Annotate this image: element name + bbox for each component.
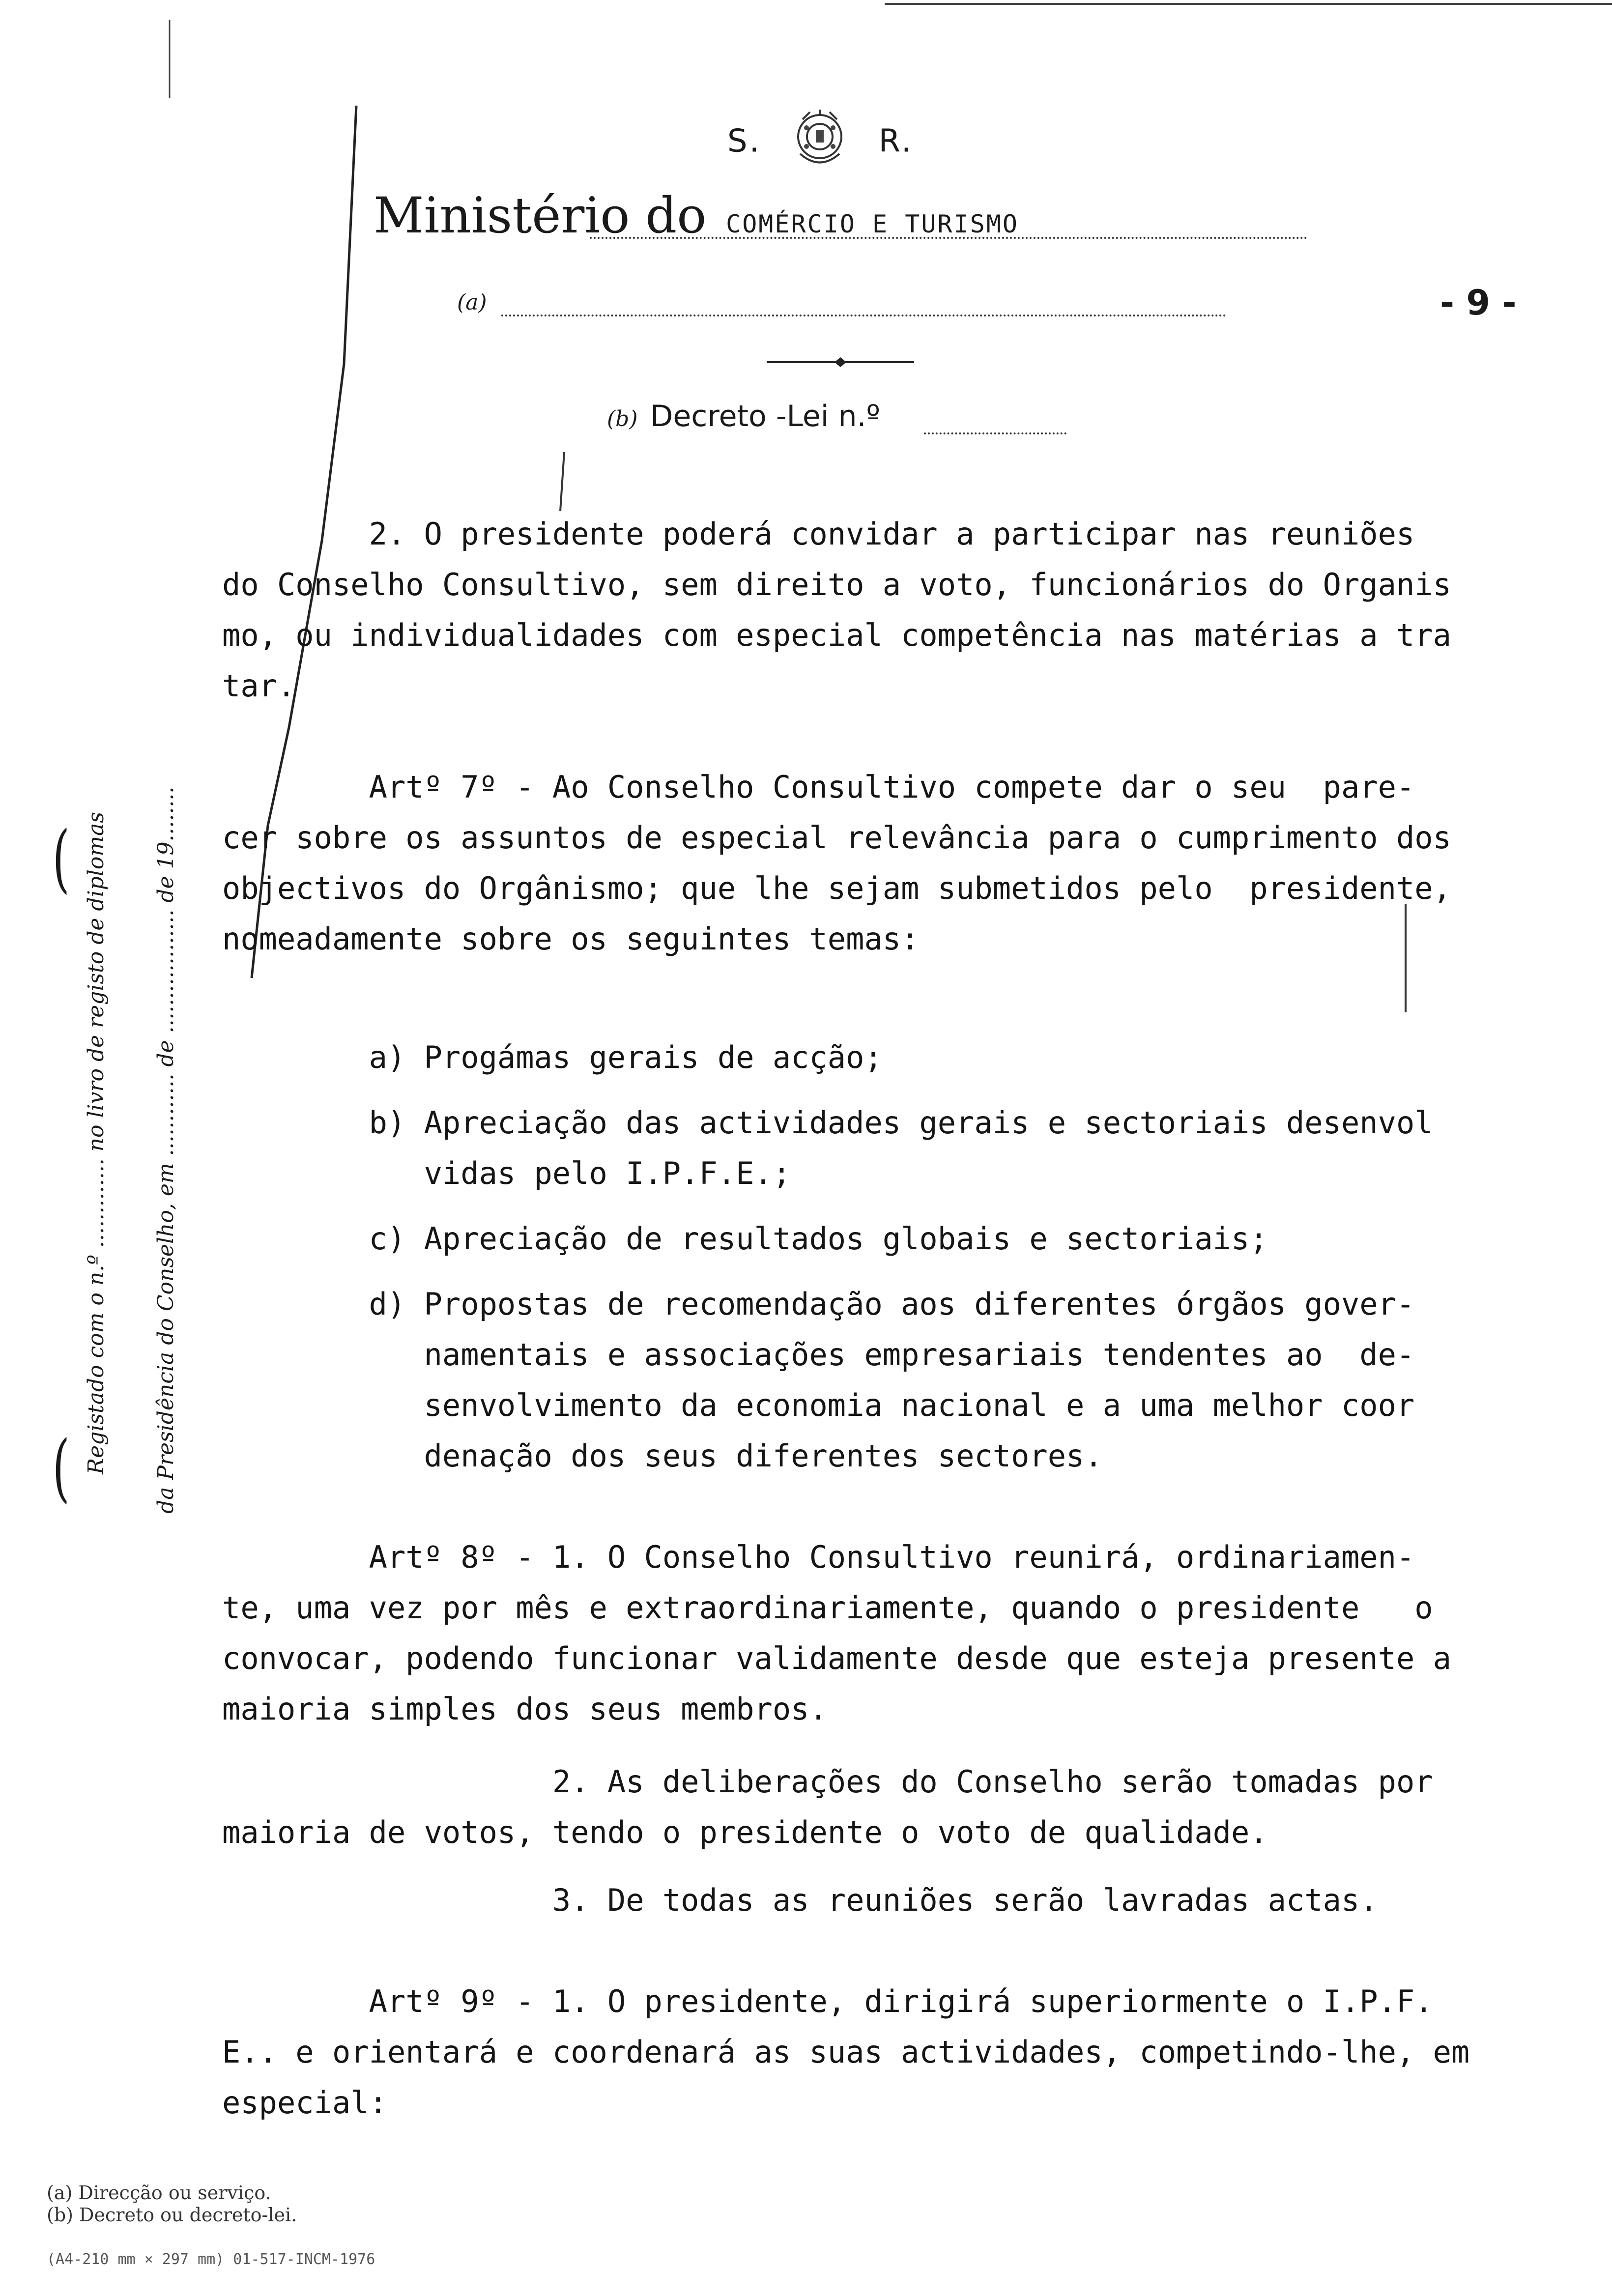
ministry-name: COMÉRCIO E TURISMO: [726, 210, 1019, 238]
ministry-prefix: Ministério do: [374, 187, 707, 244]
body-line: 3. De todas as reuniões serão lavradas actas.: [222, 1882, 1378, 1918]
body-line: namentais e associações empresariais tendentes ao de-: [222, 1337, 1415, 1373]
body-line: Artº 7º - Ao Conselho Consultivo compete dar o seu pare-: [222, 769, 1415, 805]
body-line: objectivos do Orgânismo; que lhe sejam submetidos pelo presidente,: [222, 870, 1451, 906]
body-line: [222, 964, 1469, 1015]
body-line: senvolvimento da economia nacional e a uma melhor coor: [222, 1387, 1415, 1423]
body-line: vidas pelo I.P.F.E.;: [222, 1155, 791, 1191]
body-line: do Conselho Consultivo, sem direito a voto, funcionários do Organis: [222, 567, 1451, 603]
decreto-label: Decreto -Lei n.º: [650, 399, 880, 433]
body-line: nomeadamente sobre os seguintes temas:: [222, 921, 920, 957]
footnote-b: (b) Decreto ou decreto-lei.: [47, 2204, 297, 2226]
body-line: te, uma vez por mês e extraordinariamente, quando o presidente o: [222, 1590, 1433, 1626]
body-line: convocar, podendo funcionar validamente desde que esteja presente a: [222, 1640, 1451, 1676]
body-line: c) Apreciação de resultados globais e sectoriais;: [222, 1221, 1268, 1257]
body-line: maioria de votos, tendo o presidente o voto de qualidade.: [222, 1814, 1268, 1850]
side-stamp-presidency: da Presidência do Conselho, em ............ de .................. de 19........: [153, 786, 178, 1514]
document-body: [222, 509, 1469, 2128]
body-line: a) Progámas gerais de acção;: [222, 1039, 883, 1075]
body-line: 2. As deliberações do Conselho serão tomadas por: [222, 1764, 1433, 1800]
body-line: Artº 9º - 1. O presidente, dirigirá superiormente o I.P.F.: [222, 1983, 1433, 2019]
side-bracket-bottom: (: [52, 1425, 70, 1511]
body-line: b) Apreciação das actividades gerais e sectoriais desenvol: [222, 1105, 1433, 1141]
page-number: - 9 -: [1440, 283, 1517, 323]
seal-left-text: S.: [727, 123, 761, 160]
body-line: maioria simples dos seus membros.: [222, 1691, 828, 1727]
body-line: Artº 8º - 1. O Conselho Consultivo reunirá, ordinariamen-: [222, 1539, 1415, 1575]
body-line: especial:: [222, 2085, 387, 2121]
body-line: denação dos seus diferentes sectores.: [222, 1438, 1103, 1474]
body-line: [222, 1481, 1469, 1532]
seal-right-text: R.: [878, 123, 914, 160]
side-stamp-registration: Registado com o n.º ............. no livro de registo de diplomas: [84, 812, 109, 1474]
footnote-a: (a) Direcção ou serviço.: [47, 2182, 271, 2204]
field-b-label: (b): [607, 406, 638, 431]
field-a-label: (a): [457, 290, 487, 315]
body-line: 2. O presidente poderá convidar a participar nas reuniões: [222, 516, 1415, 552]
body-line: E.. e orientará e coordenará as suas actividades, competindo-lhe, em: [222, 2034, 1470, 2070]
body-line: cer sobre os assuntos de especial relevância para o cumprimento dos: [222, 820, 1451, 856]
body-line: [222, 1925, 1469, 1976]
body-line: d) Propostas de recomendação aos diferentes órgãos gover-: [222, 1286, 1415, 1322]
side-bracket-top: (: [52, 816, 70, 901]
body-line: tar.: [222, 668, 296, 704]
body-line: [222, 711, 1469, 762]
body-line: mo, ou individualidades com especial competência nas matérias a tra: [222, 617, 1451, 653]
print-reference: (A4-210 mm × 297 mm) 01-517-INCM-1976: [47, 2251, 375, 2268]
